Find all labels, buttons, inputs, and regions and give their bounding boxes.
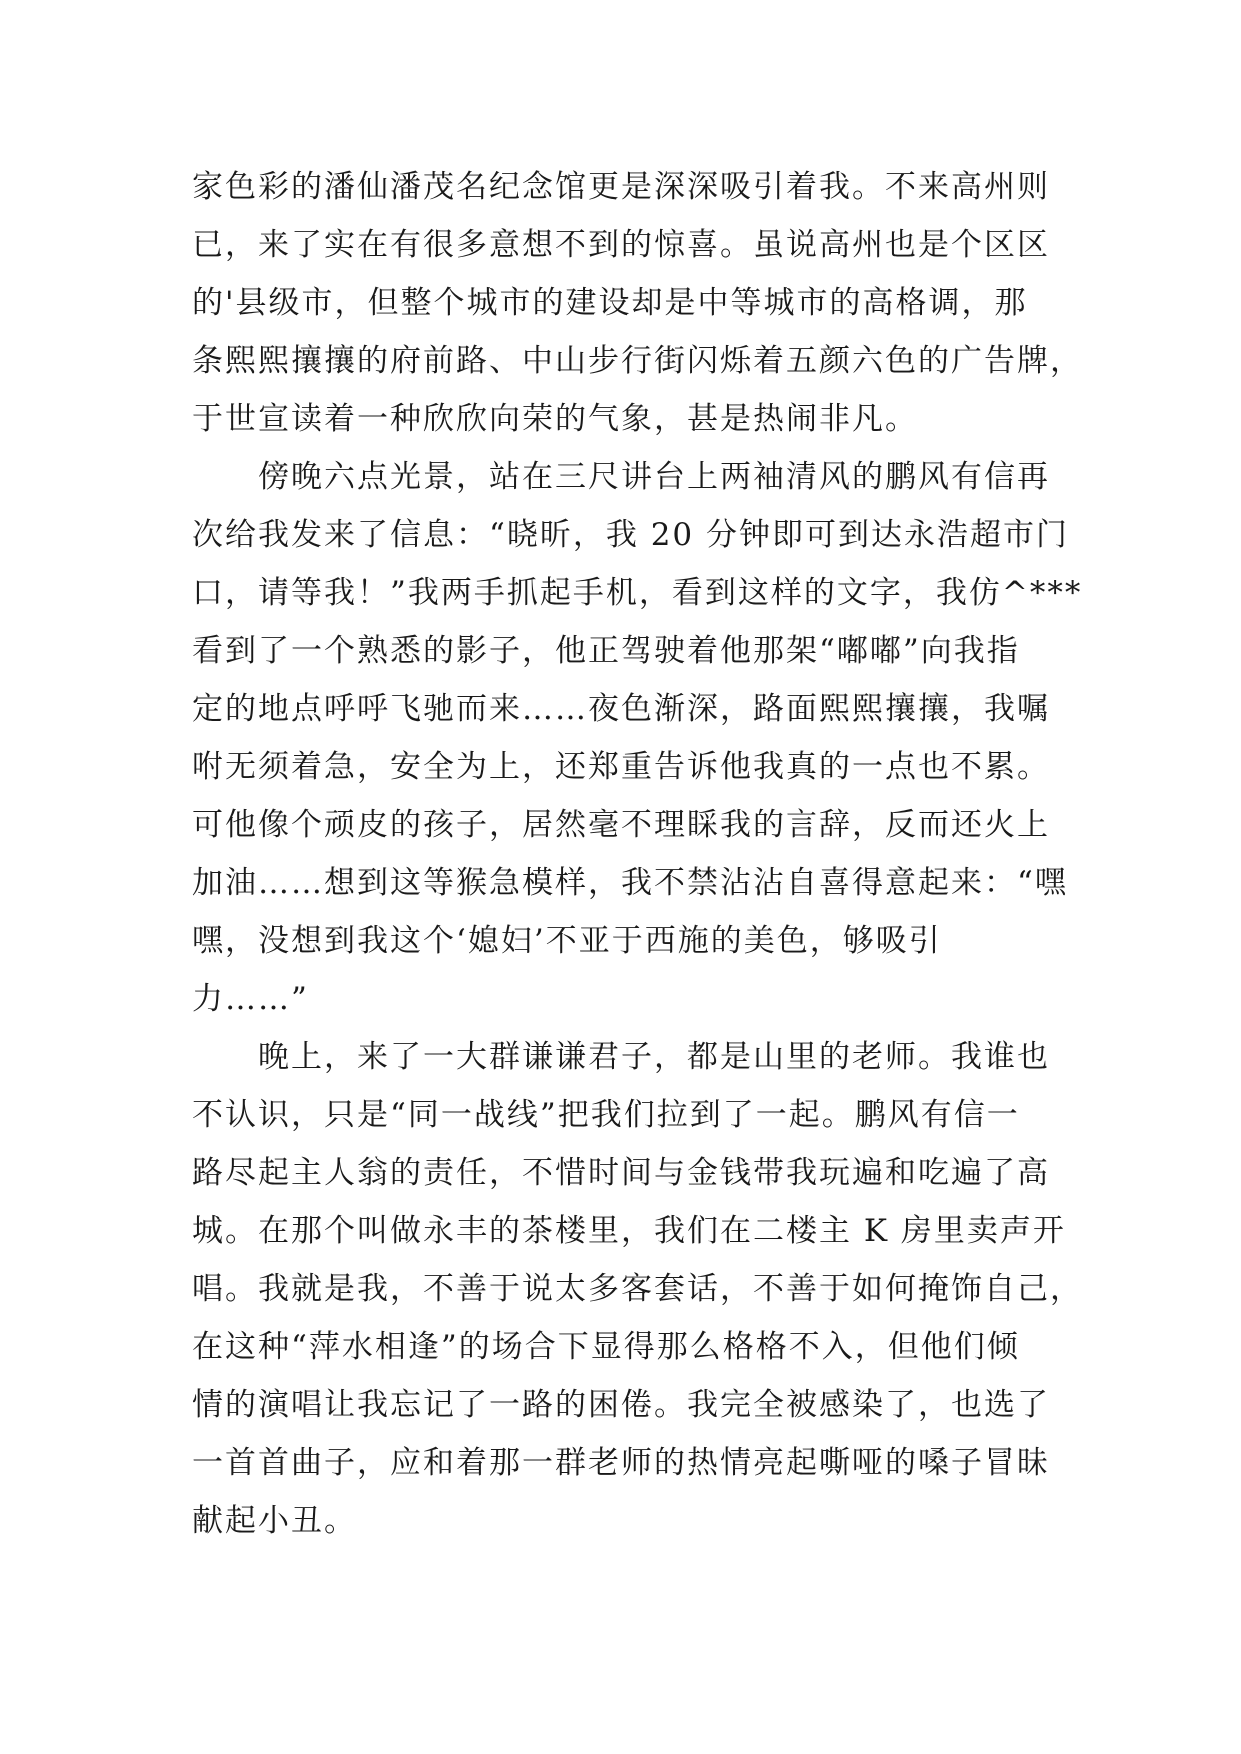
text-line: 次给我发来了信息：“晓昕，我 20 分钟即可到达永浩超市门 xyxy=(192,517,1069,553)
text-line: 于世宣读着一种欣欣向荣的气象，甚是热闹非凡。 xyxy=(192,401,918,437)
text-line: 傍晚六点光景，站在三尺讲台上两袖清风的鹏风有信再 xyxy=(192,459,1050,495)
text-line: 条熙熙攘攘的府前路、中山步行街闪烁着五颜六色的广告牌， xyxy=(192,343,1083,379)
text-line: 献起小丑。 xyxy=(192,1503,357,1539)
body-text xyxy=(192,158,1083,1550)
text-line: 不认识，只是“同一战线”把我们拉到了一起。鹏风有信一 xyxy=(192,1097,1020,1133)
text-line: 唱。我就是我，不善于说太多客套话，不善于如何掩饰自己， xyxy=(192,1271,1083,1307)
text-line: 可他像个顽皮的孩子，居然毫不理睬我的言辞，反而还火上 xyxy=(192,807,1050,843)
text-line: 加油……想到这等猴急模样，我不禁沾沾自喜得意起来：“嘿 xyxy=(192,865,1068,901)
text-line: 口，请等我！”我两手抓起手机，看到这样的文字，我仿^*** xyxy=(192,575,1083,611)
text-line: 看到了一个熟悉的影子，他正驾驶着他那架“嘟嘟”向我指 xyxy=(192,633,1020,669)
text-line: 家色彩的潘仙潘茂名纪念馆更是深深吸引着我。不来高州则 xyxy=(192,169,1050,205)
text-line: 情的演唱让我忘记了一路的困倦。我完全被感染了，也选了 xyxy=(192,1387,1050,1423)
text-line: 力……” xyxy=(192,981,309,1017)
text-line: 定的地点呼呼飞驰而来……夜色渐深，路面熙熙攘攘，我嘱 xyxy=(192,691,1050,727)
text-line: 晚上，来了一大群谦谦君子，都是山里的老师。我谁也 xyxy=(192,1039,1050,1075)
text-line: 咐无须着急，安全为上，还郑重告诉他我真的一点也不累。 xyxy=(192,749,1050,785)
text-line: 一首首曲子，应和着那一群老师的热情亮起嘶哑的嗓子冒昧 xyxy=(192,1445,1050,1481)
text-line: 嘿，没想到我这个‘媳妇’不亚于西施的美色，够吸引 xyxy=(192,923,942,959)
text-line: 城。在那个叫做永丰的茶楼里，我们在二楼主 K 房里卖声开 xyxy=(192,1213,1066,1249)
text-line: 路尽起主人翁的责任，不惜时间与金钱带我玩遍和吃遍了高 xyxy=(192,1155,1050,1191)
text-line: 已，来了实在有很多意想不到的惊喜。虽说高州也是个区区 xyxy=(192,227,1050,263)
text-line: 在这种“萍水相逢”的场合下显得那么格格不入，但他们倾 xyxy=(192,1329,1020,1365)
text-line: 的'县级市，但整个城市的建设却是中等城市的高格调，那 xyxy=(192,285,1028,321)
